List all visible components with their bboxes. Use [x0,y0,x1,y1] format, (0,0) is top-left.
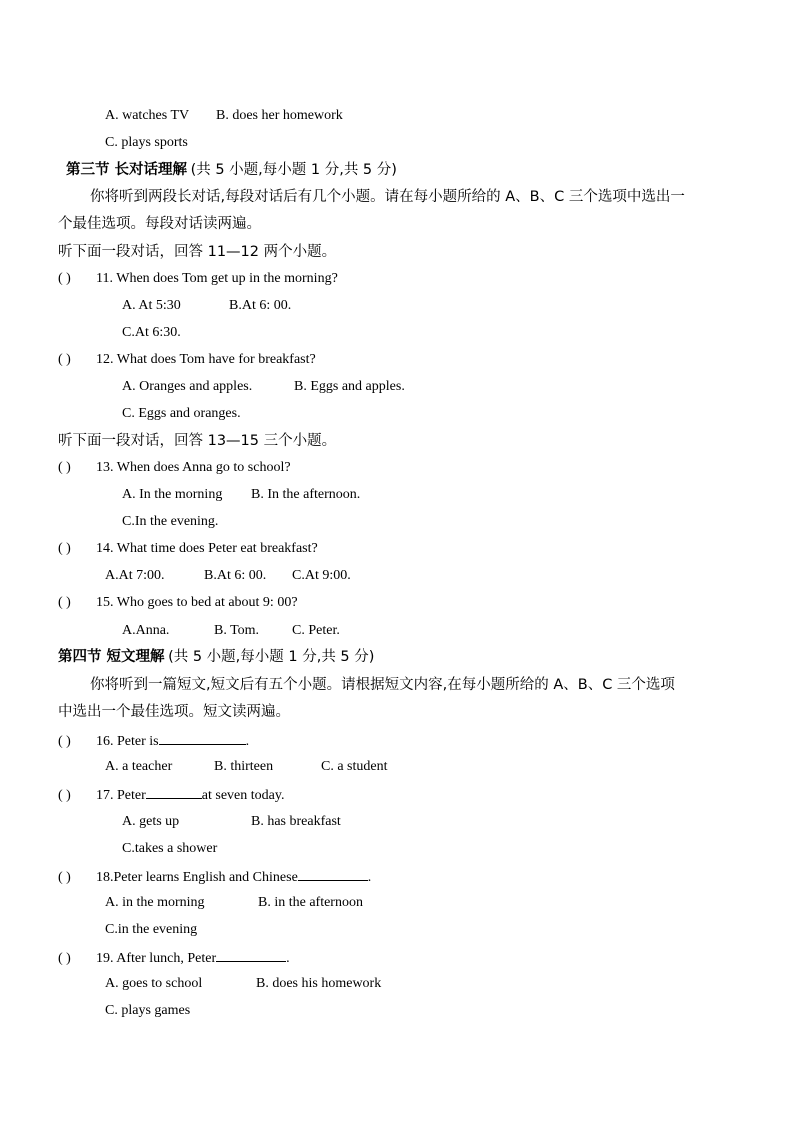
question-16 [58,731,249,751]
question-text: 11. When does Tom get up in the morning? [96,271,338,286]
question-17 [58,785,284,805]
q18-option-b: B. in the afternoon [258,895,363,910]
q16-option-c: C. a student [321,759,388,774]
prev-option-b: B. does her homework [216,108,343,123]
q16-option-b: B. thirteen [214,759,274,774]
answer-paren: ( ) [58,595,71,610]
q13-option-a: A. In the morning [122,487,223,502]
q18-option-a: A. in the morning [105,895,205,910]
section3-instruction-2: 个最佳选项。每段对话读两遍。 [58,216,261,232]
q17-option-b: B. has breakfast [251,814,341,829]
question-text: 17. Peter [96,788,146,803]
answer-blank [298,867,368,881]
question-text-end: at seven today. [201,788,285,803]
q18-option-c: C.in the evening [105,922,198,937]
answer-paren: ( ) [58,352,71,367]
answer-paren: ( ) [58,951,71,966]
answer-paren: ( ) [58,734,71,749]
answer-paren: ( ) [58,788,71,803]
question-text: 14. What time does Peter eat breakfast? [96,541,318,556]
section4-instruction-2: 中选出一个最佳选项。短文读两遍。 [58,704,290,720]
question-15 [58,594,298,612]
question-text: 12. What does Tom have for breakfast? [96,352,316,367]
question-19 [58,948,290,968]
question-text: 15. Who goes to bed at about 9: 00? [96,595,298,610]
question-text: 13. When does Anna go to school? [96,460,291,475]
q15-option-b: B. Tom. [214,623,260,638]
question-11 [58,270,338,288]
question-text-end: . [367,870,372,885]
answer-paren: ( ) [58,271,71,286]
question-14 [58,540,318,558]
q14-option-b: B.At 6: 00. [204,568,267,583]
answer-blank [216,948,286,962]
q11-option-b: B.At 6: 00. [229,298,292,313]
q15-option-c: C. Peter. [292,623,340,638]
q14-option-c: C.At 9:00. [292,568,351,583]
q13-option-b: B. In the afternoon. [251,487,361,502]
prev-option-a: A. watches TV [105,108,190,123]
q11-option-a: A. At 5:30 [122,298,181,313]
q11-option-c: C.At 6:30. [122,325,181,340]
q17-option-a: A. gets up [122,814,180,829]
q12-option-b: B. Eggs and apples. [294,379,405,394]
section4-heading [58,648,374,667]
q19-option-a: A. goes to school [105,976,203,991]
q19-option-b: B. does his homework [256,976,382,991]
q13-option-c: C.In the evening. [122,514,219,529]
question-text-end: . [286,951,290,966]
section3-instruction-1: 你将听到两段长对话,每段对话后有几个小题。请在每小题所给的 A、B、C 三个选项中选出一 [90,189,685,205]
section3-heading [66,161,397,180]
section3-note: (共 5 小题,每小题 1 分,共 5 分) [190,162,397,178]
section3-title: 第三节 长对话理解 [66,162,188,178]
q17-option-c: C.takes a shower [122,841,218,856]
q15-option-a: A.Anna. [122,623,170,638]
question-text: 18.Peter learns English and Chinese [96,870,298,885]
q12-option-a: A. Oranges and apples. [122,379,253,394]
q14-option-a: A.At 7:00. [105,568,165,583]
answer-blank [146,785,202,799]
dialog2-intro: 听下面一段对话，回答 13—15 三个小题。 [58,433,337,449]
section4-note: (共 5 小题,每小题 1 分,共 5 分) [168,649,375,665]
dialog1-intro: 听下面一段对话，回答 11—12 两个小题。 [58,244,337,260]
question-18 [58,867,371,887]
answer-blank [159,731,246,745]
question-12 [58,351,316,369]
prev-option-c: C. plays sports [105,135,188,150]
q16-option-a: A. a teacher [105,759,173,774]
q19-option-c: C. plays games [105,1003,191,1018]
section4-instruction-1: 你将听到一篇短文,短文后有五个小题。请根据短文内容,在每小题所给的 A、B、C 三个选项 [90,677,675,693]
question-13 [58,459,291,477]
question-text: 16. Peter is [96,734,159,749]
question-text-end: . [245,734,250,749]
question-text: 19. After lunch, Peter [96,951,217,966]
section4-title: 第四节 短文理解 [58,649,165,665]
answer-paren: ( ) [58,870,71,885]
q12-option-c: C. Eggs and oranges. [122,406,241,421]
answer-paren: ( ) [58,541,71,556]
answer-paren: ( ) [58,460,71,475]
